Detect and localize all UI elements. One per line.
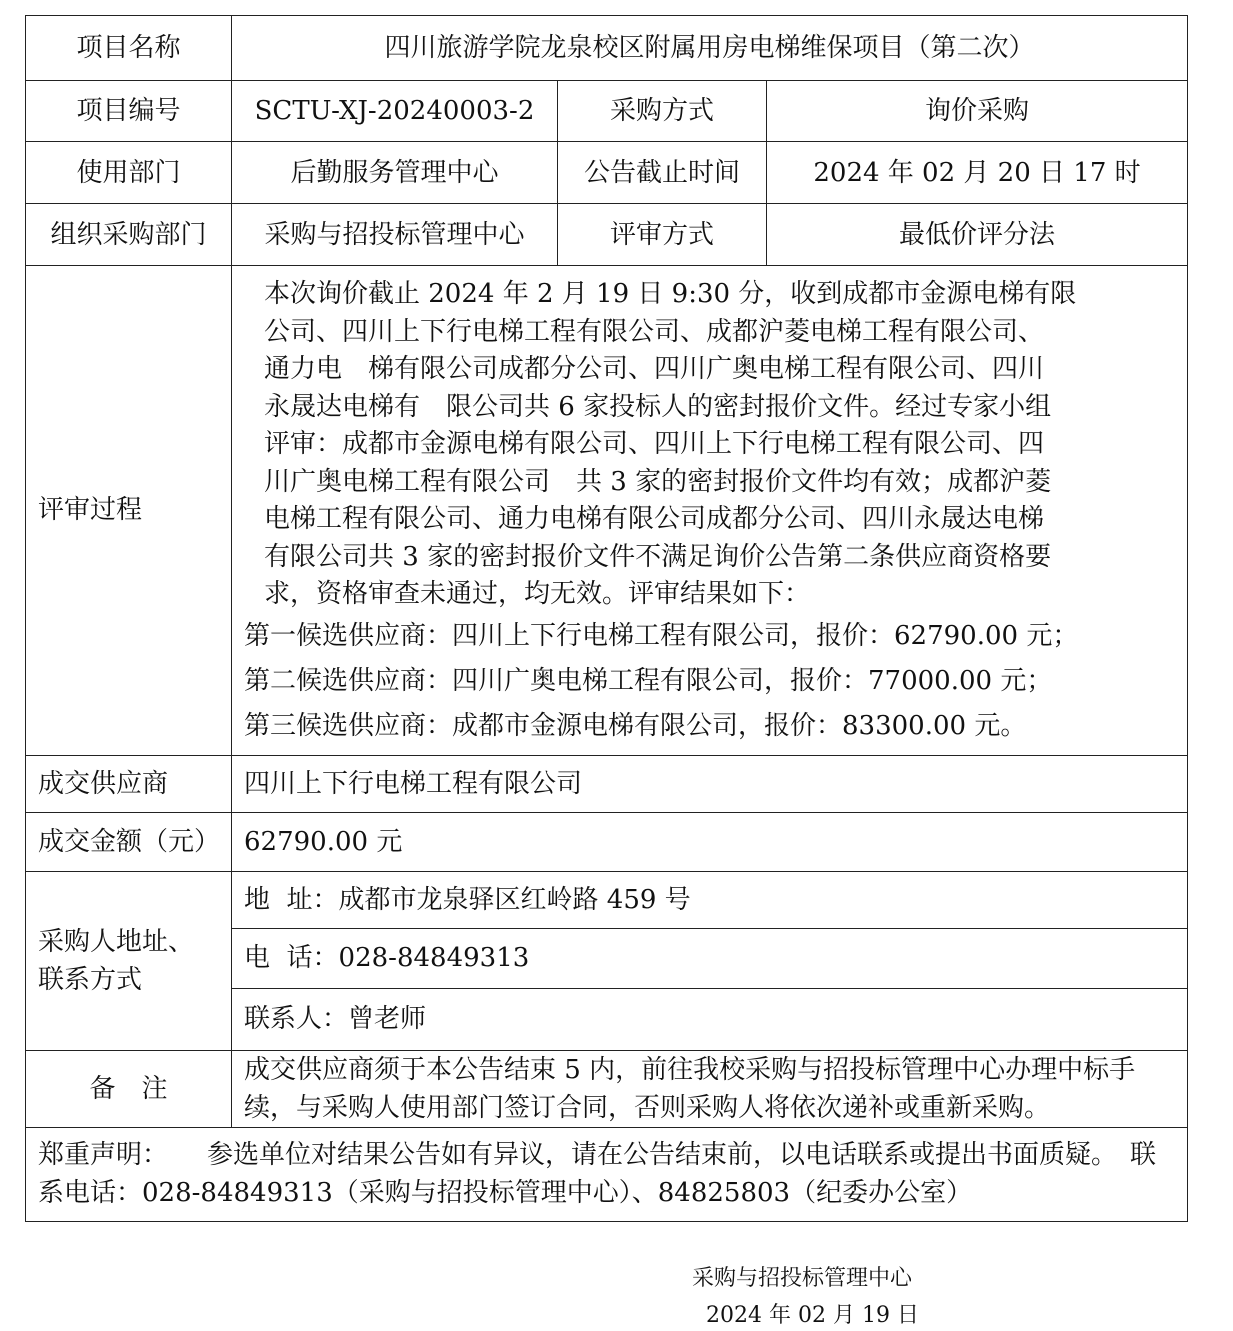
org-value: 采购与招投标管理中心	[232, 204, 558, 266]
org-label: 组织采购部门	[26, 204, 232, 266]
candidate-1: 第一候选供应商：四川上下行电梯工程有限公司，报价：62790.00 元；	[244, 620, 1079, 651]
project-no: SCTU-XJ-20240003-2	[232, 81, 558, 142]
row-org	[26, 204, 1188, 266]
row-review	[26, 266, 1188, 756]
project-name: 四川旅游学院龙泉校区附属用房电梯维保项目（第二次）	[232, 16, 1188, 81]
dept-value: 后勤服务管理中心	[232, 142, 558, 204]
contact-phone: 电 话：028-84849313	[232, 928, 1188, 988]
signature-org: 采购与招投标管理中心	[692, 1266, 913, 1291]
row-supplier	[26, 755, 1188, 812]
row-dept	[26, 142, 1188, 204]
row-project-no	[26, 81, 1188, 142]
announcement-table	[25, 15, 1188, 1222]
eval-method-label: 评审方式	[558, 204, 767, 266]
deadline-label: 公告截止时间	[558, 142, 767, 204]
row-declaration	[26, 1127, 1188, 1221]
review-label: 评审过程	[26, 266, 232, 756]
review-line: 电梯工程有限公司、通力电梯有限公司成都分公司、四川永晟达电梯	[264, 504, 1045, 534]
contact-address: 地 址：成都市龙泉驿区红岭路 459 号	[232, 871, 1188, 928]
row-project-name	[26, 16, 1188, 81]
review-line: 公司、四川上下行电梯工程有限公司、成都沪菱电梯工程有限公司、	[264, 316, 1045, 347]
review-line: 评审：成都市金源电梯有限公司、四川上下行电梯工程有限公司、四	[264, 429, 1045, 459]
signature-date: 2024 年 02 月 19 日	[706, 1303, 919, 1328]
declaration-text: 郑重声明： 参选单位对结果公告如有异议，请在公告结束前，以电话联系或提出书面质疑。 联系电话：028-84849313（采购与招投标管理中心）、84825803（纪委办公室）	[26, 1127, 1188, 1221]
review-line: 有限公司共 3 家的密封报价文件不满足询价公告第二条供应商资格要	[264, 541, 1052, 572]
note-label: 备 注	[26, 1050, 232, 1127]
candidate-3: 第三候选供应商：成都市金源电梯有限公司，报价：83300.00 元。	[244, 710, 1027, 741]
review-body	[244, 276, 1175, 614]
review-content	[232, 266, 1188, 756]
note-text: 成交供应商须于本公告结束 5 内，前往我校采购与招投标管理中心办理中标手续，与采购人使用部门签订合同，否则采购人将依次递补或重新采购。	[232, 1050, 1188, 1127]
review-line: 永晟达电梯有 限公司共 6 家投标人的密封报价文件。经过专家小组	[264, 391, 1052, 422]
review-line: 通力电 梯有限公司成都分公司、四川广奥电梯工程有限公司、四川	[264, 354, 1045, 384]
method-value: 询价采购	[767, 81, 1188, 142]
review-line: 川广奥电梯工程有限公司 共 3 家的密封报价文件均有效；成都沪菱	[264, 466, 1052, 497]
deadline-value: 2024 年 02 月 20 日 17 时	[767, 142, 1188, 204]
review-line: 求，资格审查未通过，均无效。评审结果如下：	[264, 579, 811, 609]
contact-person: 联系人：曾老师	[232, 988, 1188, 1050]
contact-label-line1: 采购人地址、	[38, 926, 195, 957]
eval-method-value: 最低价评分法	[767, 204, 1188, 266]
supplier-label: 成交供应商	[26, 755, 232, 812]
contact-label-line2: 联系方式	[38, 964, 143, 995]
candidate-2: 第二候选供应商：四川广奥电梯工程有限公司，报价：77000.00 元；	[244, 665, 1053, 696]
supplier-value: 四川上下行电梯工程有限公司	[232, 755, 1188, 812]
row-amount	[26, 812, 1188, 871]
row-note	[26, 1050, 1188, 1127]
review-line: 本次询价截止 2024 年 2 月 19 日 9:30 分，收到成都市金源电梯有限	[264, 279, 1077, 309]
amount-value: 62790.00 元	[232, 812, 1188, 871]
project-name-label: 项目名称	[26, 16, 232, 81]
amount-label: 成交金额（元）	[26, 812, 232, 871]
dept-label: 使用部门	[26, 142, 232, 204]
method-label: 采购方式	[558, 81, 767, 142]
row-contact-address	[26, 871, 1188, 928]
project-no-label: 项目编号	[26, 81, 232, 142]
contact-label	[26, 871, 232, 1050]
